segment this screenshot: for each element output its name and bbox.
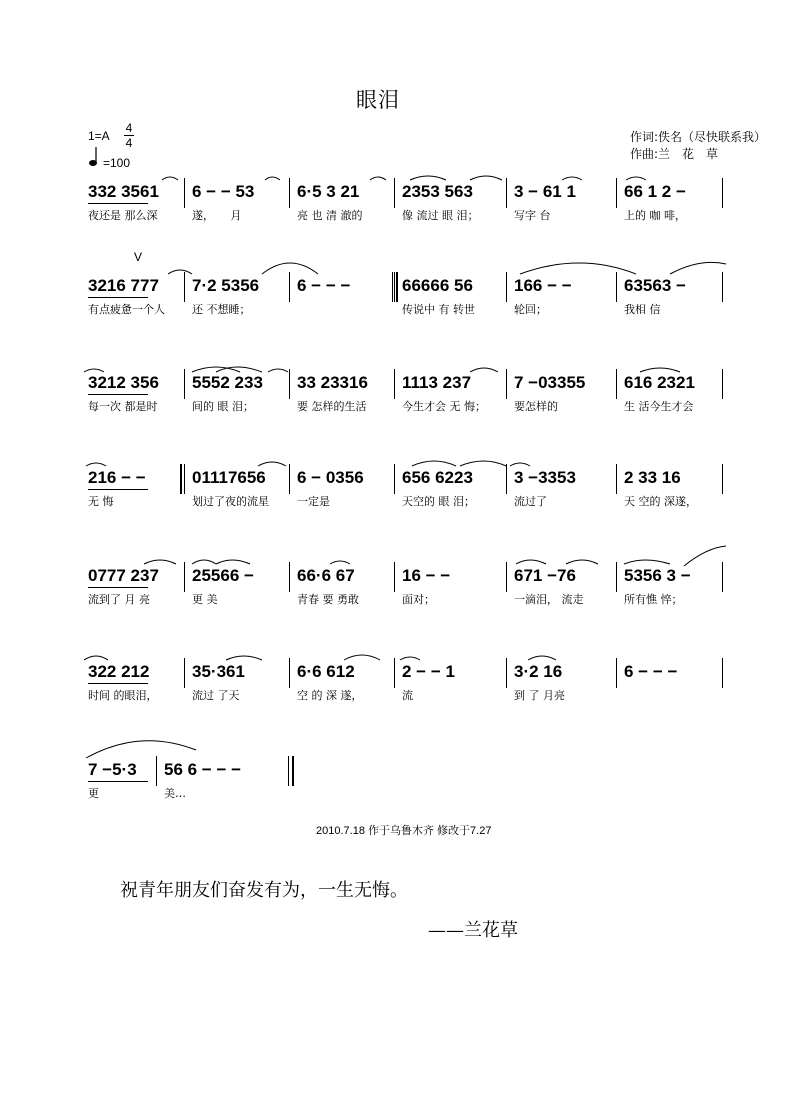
measure-notes: 33 23316 [297,373,368,392]
measure-lyrics: 面对； [402,593,435,606]
breath-mark: V [134,250,143,264]
song-title: 眼泪 [356,88,400,112]
composer-credit: 作曲:兰 花 草 [630,147,719,161]
measure-notes: 166 − − [514,276,572,295]
measure-lyrics: 时间 的眼泪， [88,689,158,702]
measure-notes: 2353 563 [402,182,473,201]
measure-lyrics: 要 怎样的生活 [297,400,367,413]
measure-lyrics: 夜还是 那么深 [88,209,158,222]
measure-lyrics: 亮 也 清 澈的 [297,209,363,222]
signature-text: ——兰花草 [428,920,518,941]
meter-bottom: 4 [125,136,133,150]
measure-notes: 25566 − [192,566,254,585]
measure-lyrics: 所有憔 悴； [624,593,683,606]
measure-lyrics: 今生才会 无 悔； [402,400,486,413]
measure-notes: 56 6 − − − [164,760,242,779]
measure-notes: 7·2 5356 [192,276,260,295]
measure-notes: 7 −03355 [514,373,586,392]
measure-lyrics: 一滴泪， 流走 [514,593,584,606]
measure-notes: 616 2321 [624,373,695,392]
measure-notes: 63563 − [624,276,686,295]
measure-lyrics: 流过 了天 [192,689,240,702]
measure-lyrics: 更 [88,787,99,800]
measure-notes: 6 − − − [624,662,678,681]
measure-lyrics: 遂， 月 [192,209,242,222]
measure-notes: 66·6 67 [297,566,355,585]
key-signature: 1=A [88,129,110,143]
measure-lyrics: 要怎样的 [514,400,558,413]
measure-lyrics: 无 悔 [88,495,114,508]
measure-lyrics: 我相 信 [624,303,661,316]
measure-notes: 3 − 61 1 [514,182,576,201]
measure-lyrics: 天空的 眼 泪； [402,495,475,508]
measure-lyrics: 美… [164,787,186,800]
measure-notes: 6 − 0356 [297,468,364,487]
measure-notes: 1113 237 [402,373,472,392]
measure-lyrics: 一定是 [297,495,330,508]
measure-notes: 0777 237 [88,566,159,585]
measure-notes: 01117656 [192,468,266,487]
measure-lyrics: 写字 台 [514,209,551,222]
measure-lyrics: 轮回； [514,303,547,316]
tempo-marking: =100 [103,156,131,170]
measure-notes: 7 −5·3 [88,760,137,779]
measure-lyrics: 到 了 月亮 [514,689,565,702]
measure-notes: 3212 356 [88,373,159,392]
measure-notes: 6·5 3 21 [297,182,360,201]
measure-notes: 35·361 [192,662,245,681]
measure-lyrics: 流过了 [514,495,547,508]
measure-notes: 3216 777 [88,276,159,295]
measure-lyrics: 传说中 有 转世 [402,303,475,316]
measure-lyrics: 还 不想睡； [192,303,251,316]
measure-lyrics: 天 空的 深遂， [624,495,697,508]
measure-lyrics: 流 [402,689,413,702]
measure-notes: 2 − − 1 [402,662,455,681]
meter-top: 4 [125,121,133,135]
measure-notes: 3 −3353 [514,468,576,487]
measure-notes: 322 212 [88,662,150,681]
measure-lyrics: 划过了夜的流星 [192,495,269,508]
measure-notes: 16 − − [402,566,451,585]
measure-notes: 2 33 16 [624,468,681,487]
measure-notes: 6·6 612 [297,662,355,681]
measure-notes: 332 3561 [88,182,159,201]
measure-lyrics: 生 活今生才会 [624,400,694,413]
measure-lyrics: 流到了 月 亮 [88,593,150,606]
lyricist-credit: 作词:佚名（尽快联系我） [630,130,767,144]
measure-lyrics: 间的 眼 泪； [192,400,254,413]
measure-notes: 66666 56 [402,276,473,295]
measure-lyrics: 像 流过 眼 泪； [402,209,479,222]
measure-notes: 5552 233 [192,373,263,392]
measure-lyrics: 空 的 深 遂， [297,689,363,702]
measure-notes: 66 1 2 − [624,182,686,201]
measure-lyrics: 每一次 都是时 [88,400,158,413]
measure-lyrics: 上的 咖 啡， [624,209,686,222]
measure-notes: 6 − − 53 [192,182,255,201]
measure-notes: 216 − − [88,468,146,487]
measure-notes: 5356 3 − [624,566,691,585]
measure-notes: 3·2 16 [514,662,563,681]
measure-notes: 6 − − − [297,276,351,295]
measure-lyrics: 青春 要 勇敢 [297,593,359,606]
blessing-text: 祝青年朋友们奋发有为，一生无悔。 [120,880,408,901]
measure-notes: 656 6223 [402,468,473,487]
measure-notes: 671 −76 [514,566,576,585]
measure-lyrics: 有点疲惫一个人 [88,303,165,316]
date-note: 2010.7.18 作于乌鲁木齐 修改于7.27 [316,825,492,837]
measure-lyrics: 更 美 [192,593,218,606]
